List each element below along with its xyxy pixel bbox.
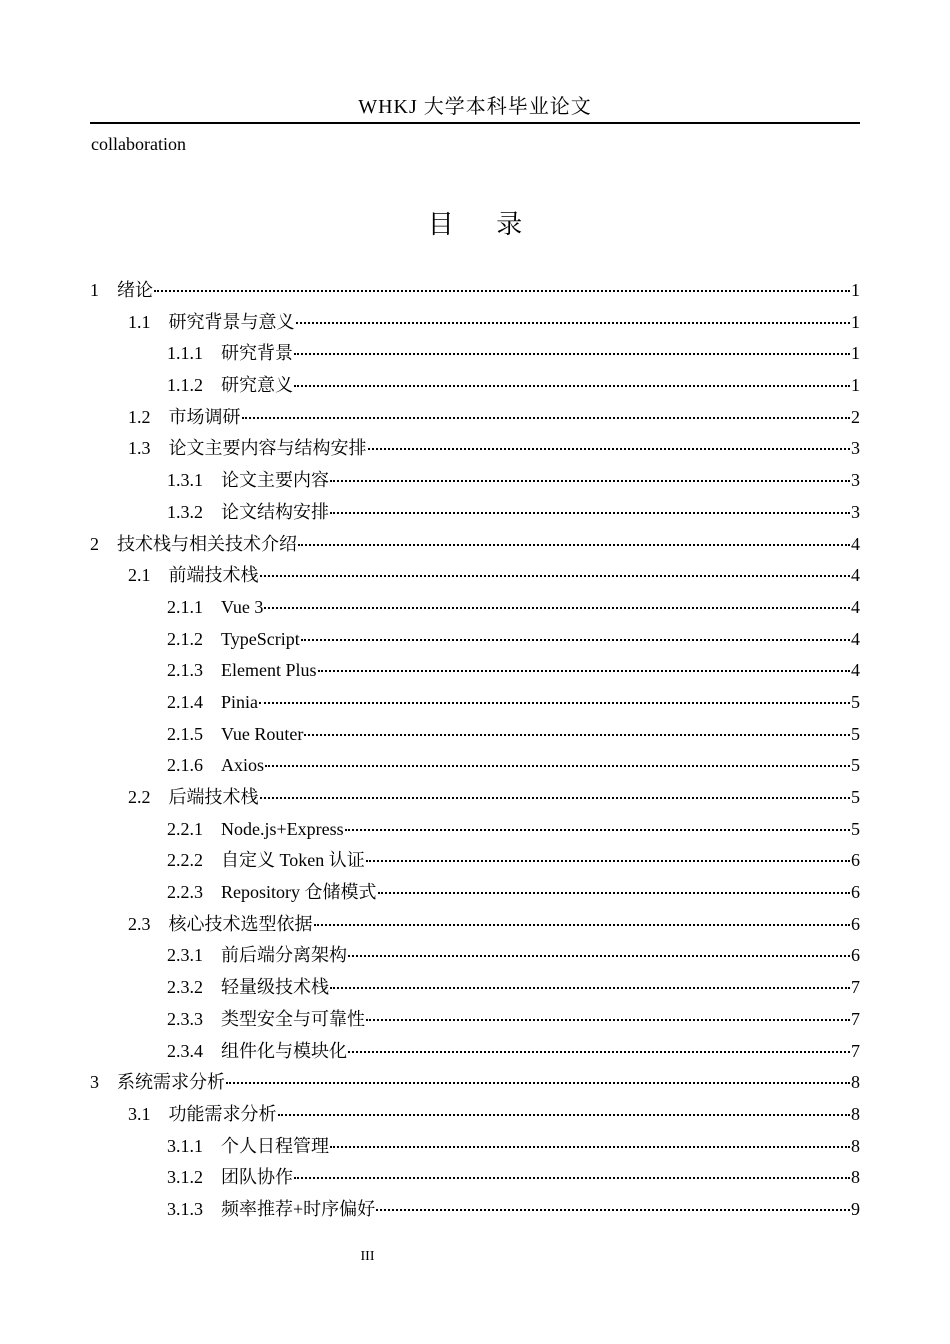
toc-entry-page: 6 bbox=[851, 882, 860, 903]
toc-dot-leader bbox=[330, 474, 850, 482]
toc-entry-page: 8 bbox=[851, 1072, 860, 1093]
toc-dot-leader bbox=[366, 1013, 850, 1021]
toc-dot-leader bbox=[294, 1171, 850, 1179]
toc-entry-page: 5 bbox=[851, 787, 860, 807]
toc-entry-page: 4 bbox=[851, 596, 860, 617]
toc-dot-leader bbox=[366, 854, 850, 862]
toc-dot-leader bbox=[301, 633, 850, 641]
toc-entry-title: Vue 3 bbox=[221, 596, 264, 617]
toc-dot-leader bbox=[296, 316, 851, 324]
toc-entry-number: 3.1.2 bbox=[167, 1167, 203, 1188]
toc-entry-title: Element Plus bbox=[221, 660, 317, 681]
toc-dot-leader bbox=[345, 823, 850, 831]
toc-entry-page: 2 bbox=[851, 406, 860, 427]
toc-entry[interactable] bbox=[90, 655, 860, 687]
toc-entry-page: 4 bbox=[851, 533, 860, 554]
toc-entry-title: 自定义 Token 认证 bbox=[221, 850, 365, 871]
toc-dot-leader bbox=[376, 1203, 850, 1211]
toc-entry[interactable] bbox=[90, 433, 860, 465]
toc-dot-leader bbox=[318, 664, 851, 672]
toc-entry-page: 7 bbox=[851, 1008, 860, 1029]
toc-entry[interactable] bbox=[90, 1162, 860, 1194]
toc-entry-page: 1 bbox=[851, 280, 860, 300]
toc-entry[interactable] bbox=[90, 560, 860, 592]
toc-dot-leader bbox=[154, 284, 850, 292]
toc-entry-page: 6 bbox=[851, 850, 860, 871]
toc-entry-number: 2.2.1 bbox=[167, 818, 203, 839]
toc-entry[interactable] bbox=[90, 877, 860, 909]
toc-entry-page: 5 bbox=[851, 818, 860, 839]
toc-dot-leader bbox=[278, 1108, 851, 1116]
toc-entry-number: 2.2 bbox=[128, 787, 151, 807]
toc-entry-number: 1.3 bbox=[128, 438, 151, 459]
toc-entry[interactable] bbox=[90, 972, 860, 1004]
toc-entry-number: 2.1.6 bbox=[167, 755, 203, 776]
toc-dot-leader bbox=[314, 918, 851, 926]
toc-entry-page: 4 bbox=[851, 660, 860, 681]
toc-entry[interactable] bbox=[90, 1131, 860, 1163]
toc-dot-leader bbox=[330, 1140, 850, 1148]
toc-entry-number: 1.1.1 bbox=[167, 343, 203, 364]
toc-entry[interactable] bbox=[90, 750, 860, 782]
toc-entry-title: 类型安全与可靠性 bbox=[221, 1008, 365, 1029]
toc-entry[interactable] bbox=[90, 624, 860, 656]
toc-entry-page: 6 bbox=[851, 913, 860, 934]
toc-dot-leader bbox=[330, 506, 850, 514]
toc-entry[interactable] bbox=[90, 402, 860, 434]
toc-entry-page: 5 bbox=[851, 723, 860, 744]
toc-dot-leader bbox=[294, 347, 850, 355]
toc-entry-number: 1 bbox=[90, 280, 99, 300]
toc-entry[interactable] bbox=[90, 814, 860, 846]
toc-entry-number: 2.2.3 bbox=[167, 882, 203, 903]
toc-dot-leader bbox=[330, 981, 850, 989]
toc-entry[interactable] bbox=[90, 687, 860, 719]
page-number: III bbox=[360, 1249, 375, 1264]
toc-entry-number: 2.1.2 bbox=[167, 628, 203, 649]
toc-entry-number: 3.1.1 bbox=[167, 1135, 203, 1156]
page-header: WHKJ 大学本科毕业论文 bbox=[90, 94, 860, 124]
toc-dot-leader bbox=[348, 949, 850, 957]
toc-entry[interactable] bbox=[90, 497, 860, 529]
toc-entry-number: 2.3.1 bbox=[167, 945, 203, 966]
toc-entry-title: 研究背景与意义 bbox=[168, 311, 295, 332]
toc-entry-number: 1.3.1 bbox=[167, 470, 203, 491]
toc-entry-number: 2.1.1 bbox=[167, 596, 203, 617]
toc-entry-number: 2.3.3 bbox=[167, 1008, 203, 1029]
toc-entry-page: 7 bbox=[851, 1040, 860, 1061]
toc-entry[interactable] bbox=[90, 529, 860, 561]
toc-entry-page: 6 bbox=[851, 945, 860, 966]
toc-entry-title: 研究背景 bbox=[221, 343, 293, 364]
toc-entry-title: Axios bbox=[221, 755, 265, 776]
toc-entry-title: 绪论 bbox=[117, 280, 153, 300]
toc-entry-title: 前端技术栈 bbox=[168, 565, 259, 586]
toc-entry-page: 8 bbox=[851, 1103, 860, 1124]
toc-entry[interactable] bbox=[90, 307, 860, 339]
toc-entry-page: 8 bbox=[851, 1135, 860, 1156]
toc-entry-page: 5 bbox=[851, 755, 860, 776]
toc-entry-number: 1.1.2 bbox=[167, 375, 203, 396]
toc-entry[interactable] bbox=[90, 1036, 860, 1068]
toc-entry[interactable] bbox=[90, 782, 860, 814]
toc-entry-number: 2.3.2 bbox=[167, 977, 203, 998]
toc-entry[interactable] bbox=[90, 275, 860, 307]
toc-dot-leader bbox=[264, 601, 850, 609]
toc-dot-leader bbox=[260, 791, 851, 799]
toc-entry-number: 2.1 bbox=[128, 565, 151, 586]
toc-entry-page: 4 bbox=[851, 565, 860, 586]
toc-entry-title: Pinia bbox=[221, 691, 259, 712]
toc-entry-page: 1 bbox=[851, 311, 860, 332]
toc-dot-leader bbox=[226, 1076, 850, 1084]
toc-entry[interactable] bbox=[90, 338, 860, 370]
toc-entry-page: 8 bbox=[851, 1167, 860, 1188]
toc-dot-leader bbox=[259, 696, 850, 704]
toc-entry-number: 3 bbox=[90, 1072, 99, 1093]
toc-entry-page: 1 bbox=[851, 343, 860, 364]
toc-entry-title: 前后端分离架构 bbox=[221, 945, 347, 966]
toc-entry-page: 4 bbox=[851, 628, 860, 649]
toc-entry-page: 3 bbox=[851, 438, 860, 459]
toc-entry-number: 2.1.5 bbox=[167, 723, 203, 744]
toc-entry-title: 团队协作 bbox=[221, 1167, 293, 1188]
toc-entry-title: 论文结构安排 bbox=[221, 501, 329, 522]
toc-entry-number: 2 bbox=[90, 533, 99, 554]
toc-entry-number: 1.2 bbox=[128, 406, 151, 427]
toc-entry-title: 核心技术选型依据 bbox=[168, 913, 313, 934]
toc-entry[interactable] bbox=[90, 845, 860, 877]
toc-entry-title: TypeScript bbox=[221, 628, 300, 649]
toc-dot-leader bbox=[348, 1045, 850, 1053]
toc-dot-leader bbox=[378, 886, 851, 894]
toc-entry-number: 3.1 bbox=[128, 1103, 151, 1124]
toc-entry-number: 2.3.4 bbox=[167, 1040, 203, 1061]
toc-dot-leader bbox=[260, 569, 851, 577]
toc-entry-title: 组件化与模块化 bbox=[221, 1040, 347, 1061]
toc-entry[interactable] bbox=[90, 592, 860, 624]
toc-entry-title: 研究意义 bbox=[221, 375, 293, 396]
table-of-contents bbox=[90, 275, 860, 1226]
toc-dot-leader bbox=[298, 538, 850, 546]
toc-entry[interactable] bbox=[90, 719, 860, 751]
toc-entry-page: 1 bbox=[851, 375, 860, 396]
toc-entry-title: 轻量级技术栈 bbox=[221, 977, 329, 998]
toc-entry-title: 功能需求分析 bbox=[168, 1103, 277, 1124]
carried-over-text: collaboration bbox=[91, 134, 186, 154]
toc-entry[interactable] bbox=[90, 1004, 860, 1036]
toc-entry-title: 论文主要内容与结构安排 bbox=[168, 438, 367, 459]
toc-entry[interactable] bbox=[90, 909, 860, 941]
toc-dot-leader bbox=[368, 442, 851, 450]
toc-dot-leader bbox=[242, 411, 851, 419]
toc-entry-number: 2.1.4 bbox=[167, 691, 203, 712]
toc-entry-page: 3 bbox=[851, 501, 860, 522]
toc-entry[interactable] bbox=[90, 1099, 860, 1131]
toc-entry[interactable] bbox=[90, 465, 860, 497]
toc-entry-title: 市场调研 bbox=[168, 406, 241, 427]
toc-entry-number: 2.3 bbox=[128, 913, 151, 934]
toc-entry-number: 1.3.2 bbox=[167, 501, 203, 522]
toc-entry[interactable] bbox=[90, 1194, 860, 1226]
toc-entry-title: 技术栈与相关技术介绍 bbox=[117, 533, 297, 554]
toc-entry-title: 系统需求分析 bbox=[117, 1072, 225, 1093]
toc-dot-leader bbox=[304, 728, 850, 736]
toc-dot-leader bbox=[294, 379, 850, 387]
toc-entry-title: 频率推荐+时序偏好 bbox=[221, 1198, 376, 1219]
toc-dot-leader bbox=[265, 759, 850, 767]
toc-title: 目 录 bbox=[427, 210, 541, 239]
toc-entry-page: 5 bbox=[851, 691, 860, 712]
toc-entry-number: 2.2.2 bbox=[167, 850, 203, 871]
toc-entry-page: 9 bbox=[851, 1198, 860, 1219]
toc-entry-title: 个人日程管理 bbox=[221, 1135, 329, 1156]
toc-entry-title: Node.js+Express bbox=[221, 818, 344, 839]
toc-entry-title: 后端技术栈 bbox=[168, 787, 259, 807]
toc-entry-number: 2.1.3 bbox=[167, 660, 203, 681]
toc-entry-title: Vue Router bbox=[221, 723, 304, 744]
toc-entry-number: 3.1.3 bbox=[167, 1198, 203, 1219]
toc-entry[interactable] bbox=[90, 1067, 860, 1099]
toc-entry[interactable] bbox=[90, 370, 860, 402]
toc-entry[interactable] bbox=[90, 940, 860, 972]
toc-entry-page: 3 bbox=[851, 470, 860, 491]
toc-entry-page: 7 bbox=[851, 977, 860, 998]
toc-entry-title: Repository 仓储模式 bbox=[221, 882, 377, 903]
toc-entry-number: 1.1 bbox=[128, 311, 151, 332]
toc-entry-title: 论文主要内容 bbox=[221, 470, 329, 491]
